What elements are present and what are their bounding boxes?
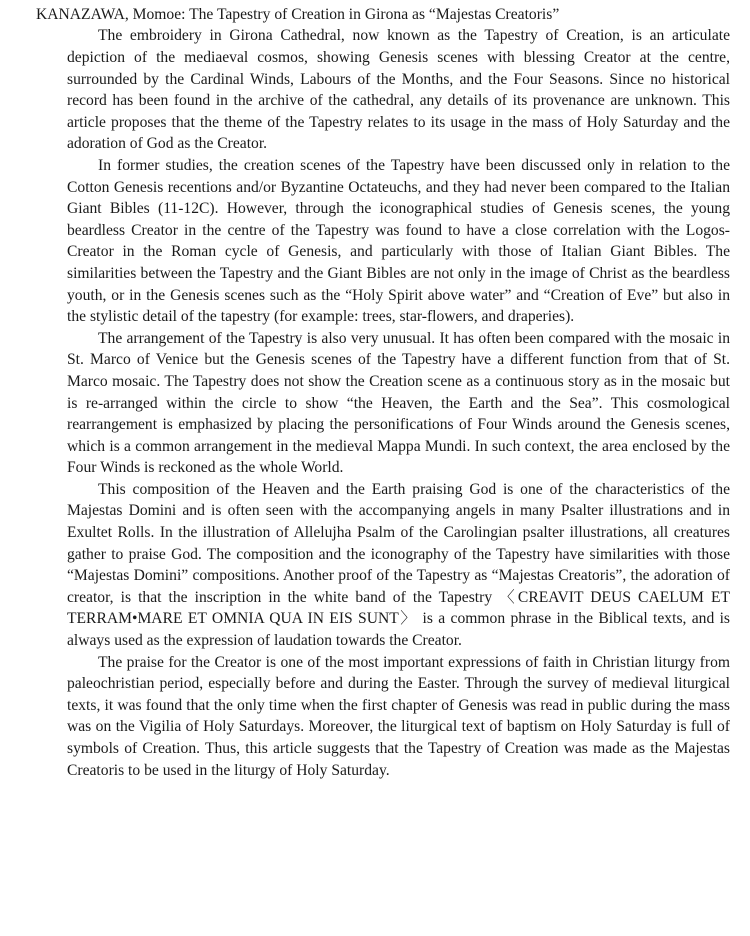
paragraph-4: This composition of the Heaven and the Earth praising God is one of the characteristics of the Majestas Domini and is often seen with the accompanying angels in many Psalter illustrations and in Exultet Rolls. In the illustration of Allelujha Psalm of the Carolingian psalter illustrations, all creatures gather to praise God. The composition and the iconography of the Tapestry have similarities with those “Majestas Domini” compositions. Another proof of the Tapestry as “Majestas Creatoris”, the adoration of creator, is that the inscription in the white band of the Tapestry 〈CREAVIT DEUS CAELUM ET TERRAM•MARE ET OMNIA QUA IN EIS SUNT〉 is a common phrase in the Biblical texts, and is always used as the expression of laudation towards the Creator.: [67, 480, 730, 650]
paragraph-2: In former studies, the creation scenes of the Tapestry have been discussed only in relation to the Cotton Genesis recentions and/or Byzantine Octateuchs, and they had never been compared to the Italian Giant Bibles (11-12C). However, through the iconographical studies of Genesis scenes, the young beardless Creator in the centre of the Tapestry was found to have a close correlation with the Logos-Creator in the Roman cycle of Genesis, and particularly with those of Italian Giant Bibles. The similarities between the Tapestry and the Giant Bibles are not only in the image of Christ as the beardless youth, or in the Genesis scenes such as the “Holy Spirit above water” and “Creation of Eve” but also in the stylistic detail of the tapestry (for example: trees, star-flowers, and draperies).: [67, 156, 730, 326]
article-heading: KANAZAWA, Momoe: The Tapestry of Creation in Girona as “Majestas Creatoris”: [36, 6, 560, 23]
paragraph-1: The embroidery in Girona Cathedral, now known as the Tapestry of Creation, is an articulate depiction of the mediaeval cosmos, showing Genesis scenes with blessing Creator at the centre, surrounded by the Cardinal Winds, Labours of the Months, and the Four Seasons. Since no historical record has been found in the archive of the cathedral, any details of its provenance are unknown. This article proposes that the theme of the Tapestry relates to its usage in the mass of Holy Saturday and the adoration of God as the Creator.: [67, 27, 730, 153]
paragraph-3: The arrangement of the Tapestry is also very unusual. It has often been compared with the mosaic in St. Marco of Venice but the Genesis scenes of the Tapestry have a different function from that of St. Marco mosaic. The Tapestry does not show the Creation scene as a continuous story as in the mosaic but is re-arranged within the circle to show “the Heaven, the Earth and the Sea”. This cosmological rearrangement is emphasized by placing the personifications of Four Winds around the Genesis scenes, which is a common arrangement in the medieval Mappa Mundi. In such context, the area enclosed by the Four Winds is reckoned as the whole World.: [67, 329, 730, 477]
paragraph-5: The praise for the Creator is one of the most important expressions of faith in Christian liturgy from paleochristian period, especially before and during the Easter. Through the survey of medieval liturgical texts, it was found that the only time when the first chapter of Genesis was read in public during the mass was on the Vigilia of Holy Saturdays. Moreover, the liturgical text of baptism on Holy Saturday is full of symbols of Creation. Thus, this article suggests that the Tapestry of Creation was made as the Majestas Creatoris to be used in the liturgy of Holy Saturday.: [67, 653, 730, 779]
article-body: [67, 25, 730, 781]
